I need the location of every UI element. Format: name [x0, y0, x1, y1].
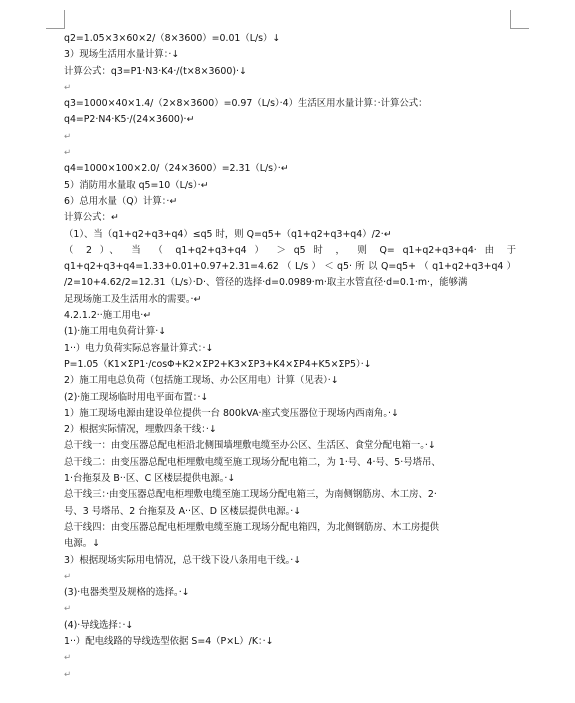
text-line: 3）根据现场实际用电情况，总干线下设八条用电干线。·↓ [64, 554, 302, 566]
text-line: 1··）电力负荷实际总容量计算式：·↓ [64, 342, 214, 354]
text-line: q2=1.05×3×60×2/（8×3600）=0.01（L/s）↓ [64, 33, 281, 44]
text-line: （ 2 ）、 当 （ q1+q2+q3+q4 ） ＞ q5 时 ， 则 Q= q1+q2+q3+q4· 由 于 [64, 244, 516, 256]
paragraph-mark: ↵ [64, 148, 72, 159]
text-line: q1+q2+q3+q4=1.33+0.01+0.97+2.31=4.62 （ L/s ） ＜ q5· 所 以 Q=q5+ （ q1+q2+q3+q4 ） [64, 261, 516, 273]
text-line: 2）施工用电总负荷（包括施工现场、办公区用电）计算（见表）·↓ [64, 375, 339, 387]
text-line: 总干线四：由变压器总配电柜埋敷电缆至施工现场分配电箱四，为北侧钢筋房、木工房提供 [64, 521, 440, 533]
text-line: 计算公式：q3=P1·N3·K4·/(t×8×3600)·↓ [64, 65, 247, 77]
document-body[interactable] [64, 31, 516, 683]
text-line: 电源。↓ [64, 538, 100, 550]
text-line: (4)·导线选择：·↓ [64, 619, 134, 631]
text-line: (1)·施工用电负荷计算·↓ [64, 326, 167, 338]
crop-mark-top-right [510, 10, 529, 29]
text-line: q4=P2·N4·K5·/(24×3600)·↵ [64, 114, 195, 126]
crop-mark-top-left [46, 10, 65, 29]
text-line: (2)·施工现场临时用电平面布置：·↓ [64, 391, 209, 403]
paragraph-mark: ↵ [64, 653, 72, 664]
text-line: （1）、当（q1+q2+q3+q4）≤q5 时，则 Q=q5+（q1+q2+q3+q4）/2·↵ [64, 228, 392, 240]
text-line: 总干线二：由变压器总配电柜埋敷电缆至施工现场分配电箱二，为 1·号、4·号、5·号塔吊、 [64, 456, 441, 468]
text-line: 3）现场生活用水量计算：·↓ [64, 49, 180, 61]
text-line: 总干线一：由变压器总配电柜沿北侧围墙埋敷电缆至办公区、生活区、食堂分配电箱一。·↓ [64, 440, 436, 452]
text-line: 总干线三：·由变压器总配电柜埋敷电缆至施工现场分配电箱三，为南侧钢筋房、木工房、2· [64, 489, 437, 501]
text-line: 1·台拖泵及 B··区、C 区楼层提供电源。·↓ [64, 473, 236, 485]
text-line: 2）根据实际情况，埋敷四条干线：·↓ [64, 424, 217, 436]
paragraph-mark: ↵ [64, 571, 72, 582]
paragraph-mark: ↵ [64, 669, 72, 680]
text-line: 1）施工现场电源由建设单位提供一台 800kVA·座式变压器位于现场内西南角。·↓ [64, 407, 399, 419]
section-heading: 4.2.1.2··施工用电·↵ [64, 310, 152, 322]
text-line: 1··）配电线路的导线选型依据 S=4（P×L）/K：·↓ [64, 635, 274, 647]
text-line: 足现场施工及生活用水的需要。·↵ [64, 293, 202, 305]
text-line: 5）消防用水量取 q5=10（L/s）·↵ [64, 179, 209, 191]
text-line: 计算公式：↵ [64, 212, 119, 224]
formula-line: P=1.05（K1×ΣP1·/cosΦ+K2×ΣP2+K3×ΣP3+K4×ΣP4+K5×ΣP5）·↓ [64, 358, 372, 370]
text-line: /2=10+4.62/2=12.31（L/s）·D·、管径的选择·d=0.0989·m·取主水管直径·d=0.1·m·，能够满 [64, 277, 468, 289]
paragraph-mark: ↵ [64, 604, 72, 615]
paragraph-mark: ↵ [64, 131, 72, 142]
text-line: q3=1000×40×1.4/（2×8×3600）=0.97（L/s）·4）生活区用水量计算：·计算公式： [64, 98, 428, 110]
text-line: q4=1000×100×2.0/（24×3600）=2.31（L/s）·↵ [64, 163, 289, 175]
text-line: (3)·电器类型及规格的选择。·↓ [64, 587, 190, 599]
text-line: 6）总用水量（Q）计算：·↵ [64, 195, 178, 207]
paragraph-mark: ↵ [64, 82, 72, 93]
text-line: 号、3 号塔吊、2 台拖泵及 A··区、D 区楼层提供电源。·↓ [64, 505, 302, 517]
